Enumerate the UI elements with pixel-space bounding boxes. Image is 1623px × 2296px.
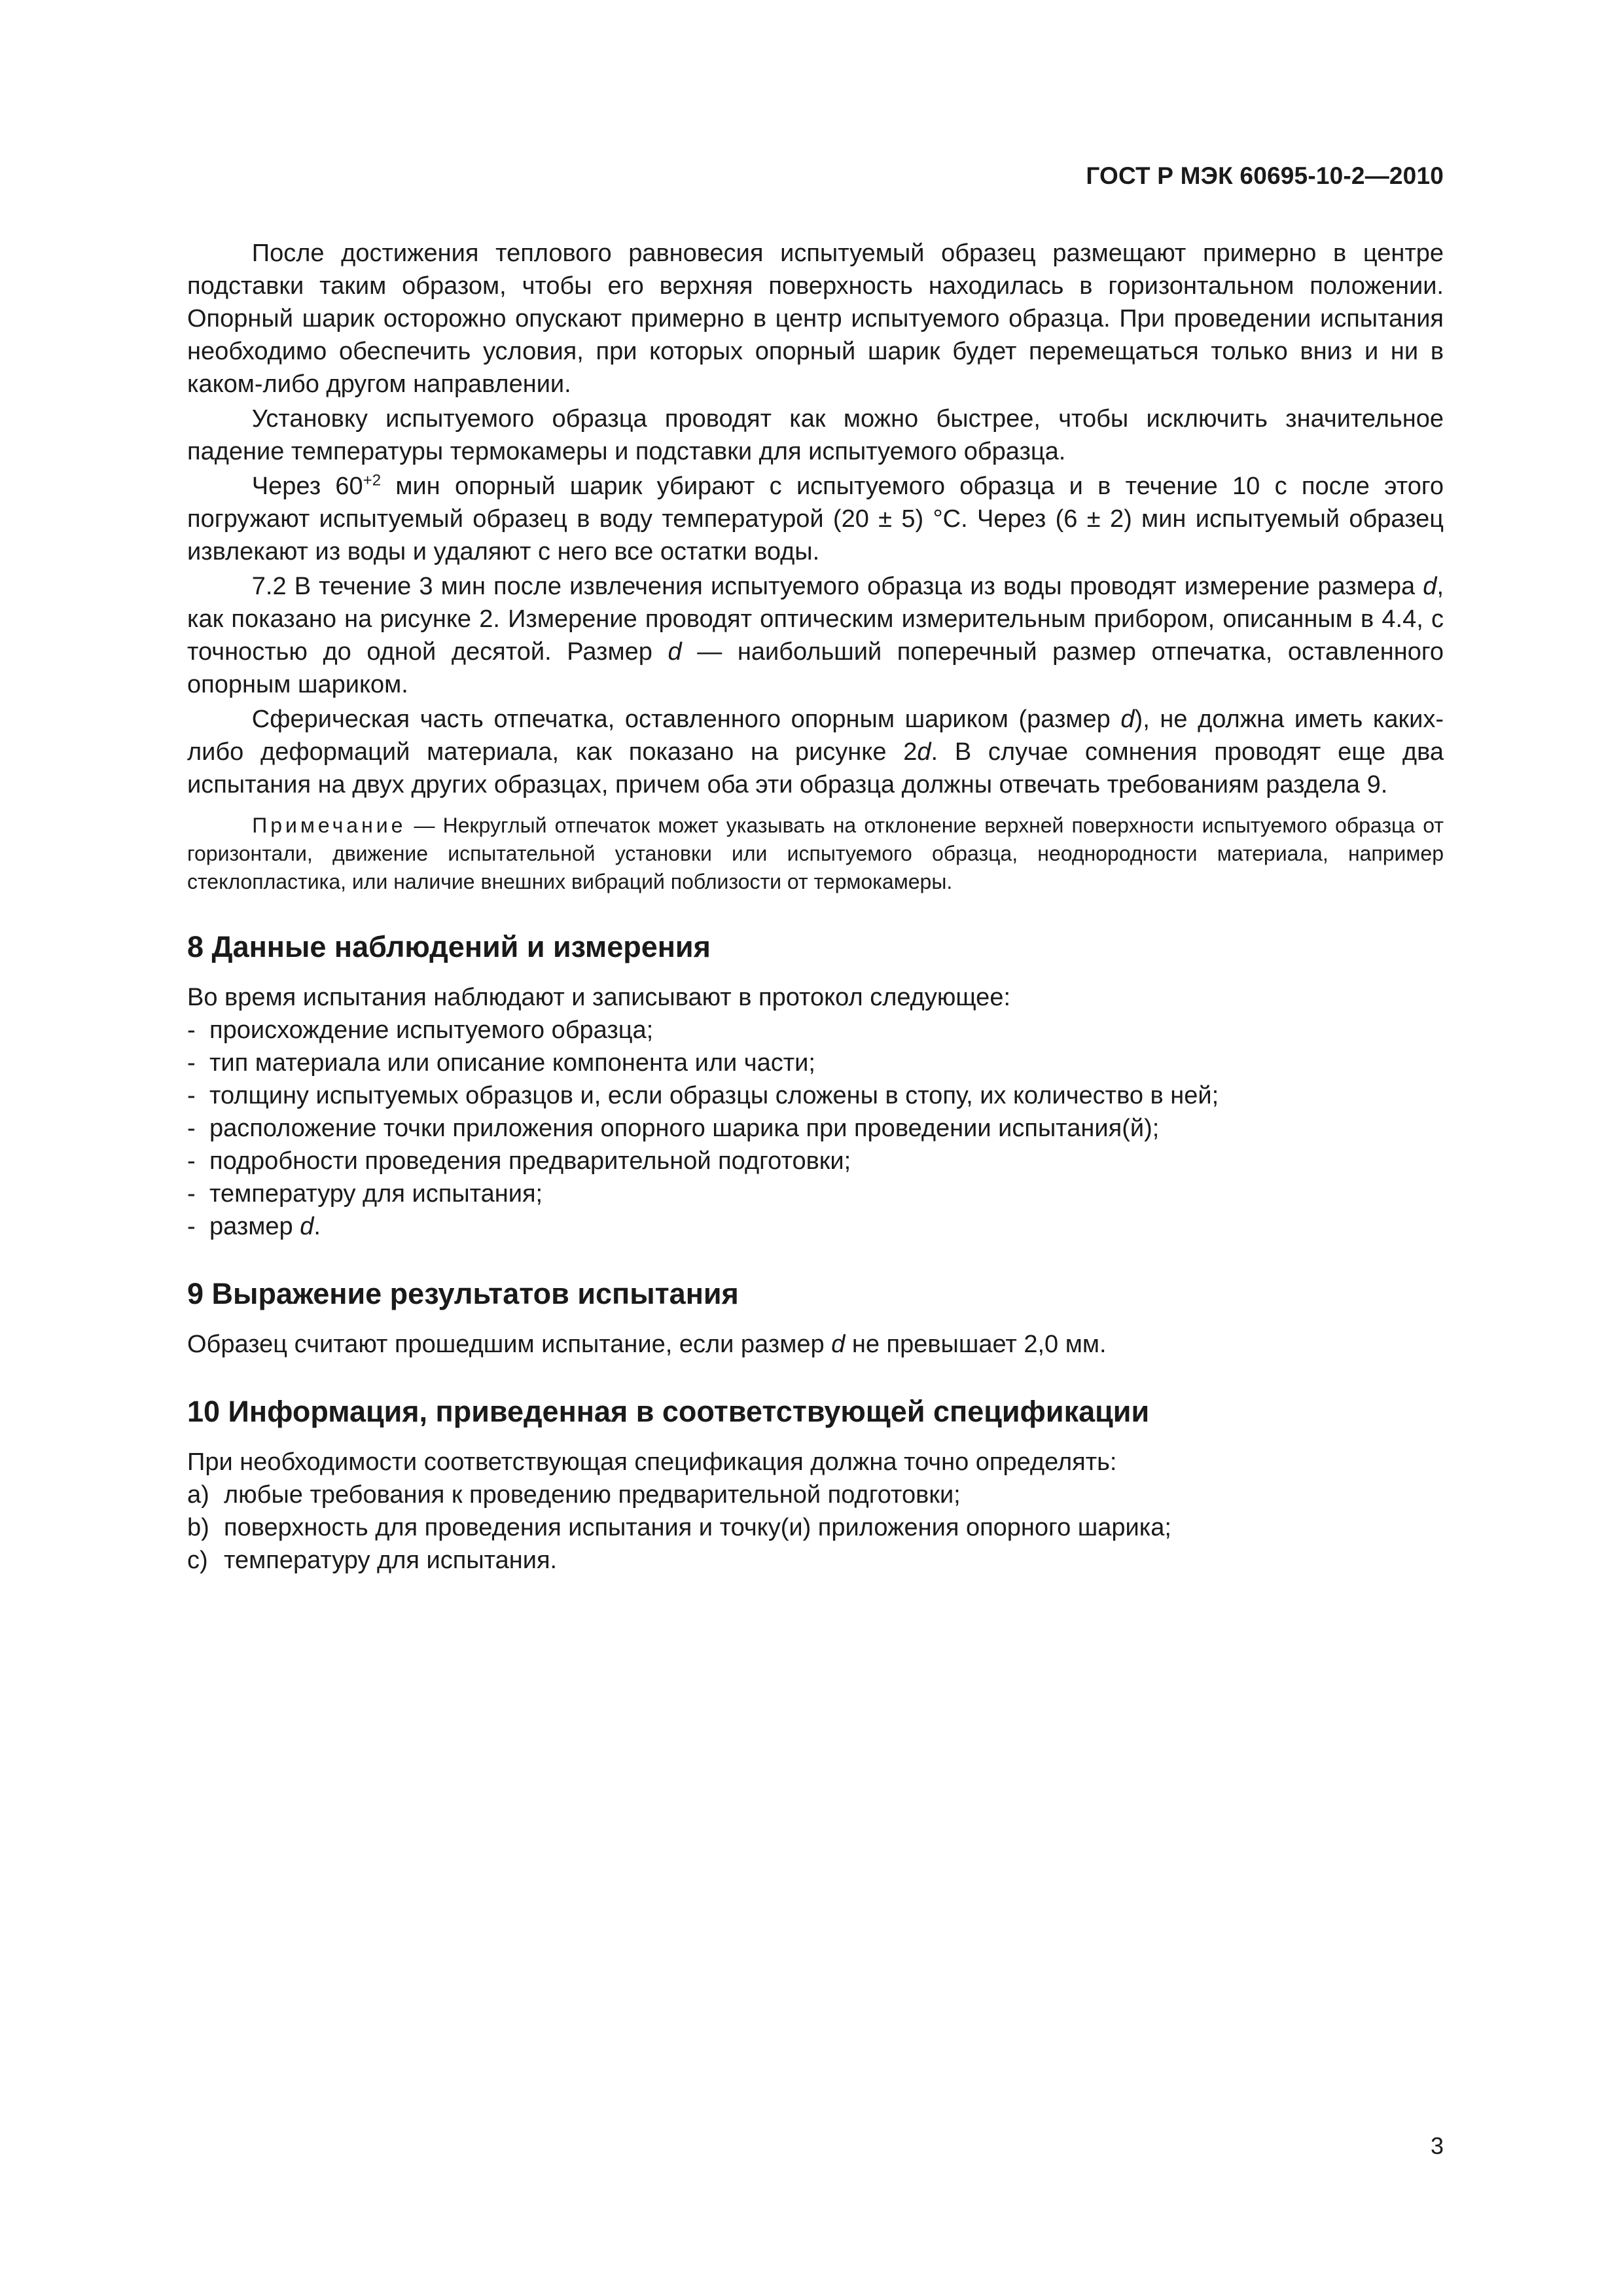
list-item-text: расположение точки приложения опорного шарика при проведении испытания(й); xyxy=(209,1115,1160,1142)
text-span: Через 60 xyxy=(251,473,363,500)
list-item-text: температуру для испытания. xyxy=(224,1547,558,1574)
list-item xyxy=(187,1479,1444,1511)
list-item xyxy=(187,1079,1444,1112)
text-span: мин опорный шарик убирают с испытуемого образца и в течение 10 с после этого погружают испытуемый образец в воду температурой (20 ± 5) °С. Через (6 ± 2) мин испытуемый образец извлекают из воды и удаляют с него все остатки воды. xyxy=(187,473,1444,565)
list-item-text: поверхность для проведения испытания и точку(и) приложения опорного шарика; xyxy=(224,1514,1171,1541)
document-page xyxy=(187,0,1444,2296)
section-8-list xyxy=(187,1014,1444,1243)
section-10-intro: При необходимости соответствующая спецификация должна точно определять: xyxy=(187,1448,1117,1476)
section-8-title: 8 Данные наблюдений и измерения xyxy=(187,930,711,963)
list-marker: - xyxy=(187,1049,196,1077)
list-item xyxy=(187,1112,1444,1145)
text-span: Образец считают прошедшим испытание, если размер xyxy=(187,1331,832,1358)
document-body xyxy=(187,237,1444,1577)
list-marker: - xyxy=(187,1180,196,1208)
text-span: . В случае сомнения проводят еще два испытания на двух других образцах, причем оба эти образца должны отвечать требованиям раздела 9. xyxy=(187,738,1444,798)
note-text: — Некруглый отпечаток может указывать на отклонение верхней поверхности испытуемого образца от горизонтали, движение испытательной установки или испытуемого образца, неоднородности материала, например стеклопластика, или наличие внешних вибраций поблизости от термокамеры. xyxy=(187,814,1444,893)
section-9-text xyxy=(187,1328,1444,1361)
list-marker: - xyxy=(187,1147,196,1175)
list-item xyxy=(187,1014,1444,1047)
italic-var: d xyxy=(917,738,931,766)
paragraph-timing xyxy=(187,470,1444,568)
text-span: . xyxy=(313,1213,321,1240)
italic-var: d xyxy=(300,1213,314,1240)
list-marker: - xyxy=(187,1213,196,1240)
text-span: не превышает 2,0 мм. xyxy=(845,1331,1107,1358)
text-span: 7.2 В течение 3 мин после извлечения испытуемого образца из воды проводят измерение размера xyxy=(251,573,1423,600)
document-header: ГОСТ Р МЭК 60695-10-2—2010 xyxy=(1086,162,1444,189)
list-marker: a) xyxy=(187,1481,209,1509)
list-item-text: любые требования к проведению предварительной подготовки; xyxy=(224,1481,961,1509)
list-item-text: тип материала или описание компонента или части; xyxy=(209,1049,815,1077)
text-span: Сферическая часть отпечатка, оставленного опорным шариком (размер xyxy=(251,706,1121,733)
text-span: размер xyxy=(209,1213,300,1240)
italic-var: d xyxy=(1120,706,1135,733)
list-item xyxy=(187,1145,1444,1177)
section-8-intro: Во время испытания наблюдают и записывают в протокол следующее: xyxy=(187,984,1011,1011)
list-marker: b) xyxy=(187,1514,209,1541)
list-item-text: происхождение испытуемого образца; xyxy=(209,1016,654,1044)
list-item xyxy=(187,1177,1444,1210)
paragraph-placement: После достижения теплового равновесия испытуемый образец размещают примерно в центре подставки таким образом, чтобы его верхняя поверхность находилась в горизонтальном положении. Опорный шарик осторожно опускают примерно в центр испытуемого образца. При проведении испытания необходимо обеспечить условия, при которых опорный шарик будет перемещаться только вниз и ни в каком-либо другом направлении. xyxy=(187,240,1444,398)
text-span: ), не должна иметь каких-либо деформаций материала, как показано на рисунке 2 xyxy=(187,706,1444,766)
italic-var: d xyxy=(668,638,682,666)
list-marker: - xyxy=(187,1016,196,1044)
list-item xyxy=(187,1047,1444,1079)
paragraph-installation: Установку испытуемого образца проводят как можно быстрее, чтобы исключить значительное падение температуры термокамеры и подставки для испытуемого образца. xyxy=(187,405,1444,465)
section-10-list xyxy=(187,1479,1444,1577)
paragraph-7-2 xyxy=(187,570,1444,701)
section-9-title: 9 Выражение результатов испытания xyxy=(187,1277,739,1310)
list-item xyxy=(187,1544,1444,1577)
list-marker: - xyxy=(187,1082,196,1109)
list-item-text: температуру для испытания; xyxy=(209,1180,543,1208)
list-marker: - xyxy=(187,1115,196,1142)
text-span: , как показано на рисунке 2. Измерение проводят оптическим измерительным прибором, описанным в 4.4, с точностью до одной десятой. Размер xyxy=(187,573,1444,666)
list-item-text xyxy=(209,1210,321,1243)
paragraph-spherical xyxy=(187,703,1444,801)
note xyxy=(187,812,1444,896)
list-marker: c) xyxy=(187,1547,208,1574)
superscript: +2 xyxy=(363,471,382,490)
list-item-text: подробности проведения предварительной подготовки; xyxy=(209,1147,851,1175)
italic-var: d xyxy=(1423,573,1437,600)
italic-var: d xyxy=(831,1331,846,1358)
text-span: — наибольший поперечный размер отпечатка, оставленного опорным шариком. xyxy=(187,638,1444,698)
note-label: Примечание xyxy=(252,814,406,837)
list-item xyxy=(187,1511,1444,1544)
section-10-title: 10 Информация, приведенная в соответствующей спецификации xyxy=(187,1395,1150,1428)
list-item xyxy=(187,1210,1444,1243)
page-number: 3 xyxy=(1430,2132,1444,2159)
list-item-text: толщину испытуемых образцов и, если образцы сложены в стопу, их количество в ней; xyxy=(209,1082,1219,1109)
